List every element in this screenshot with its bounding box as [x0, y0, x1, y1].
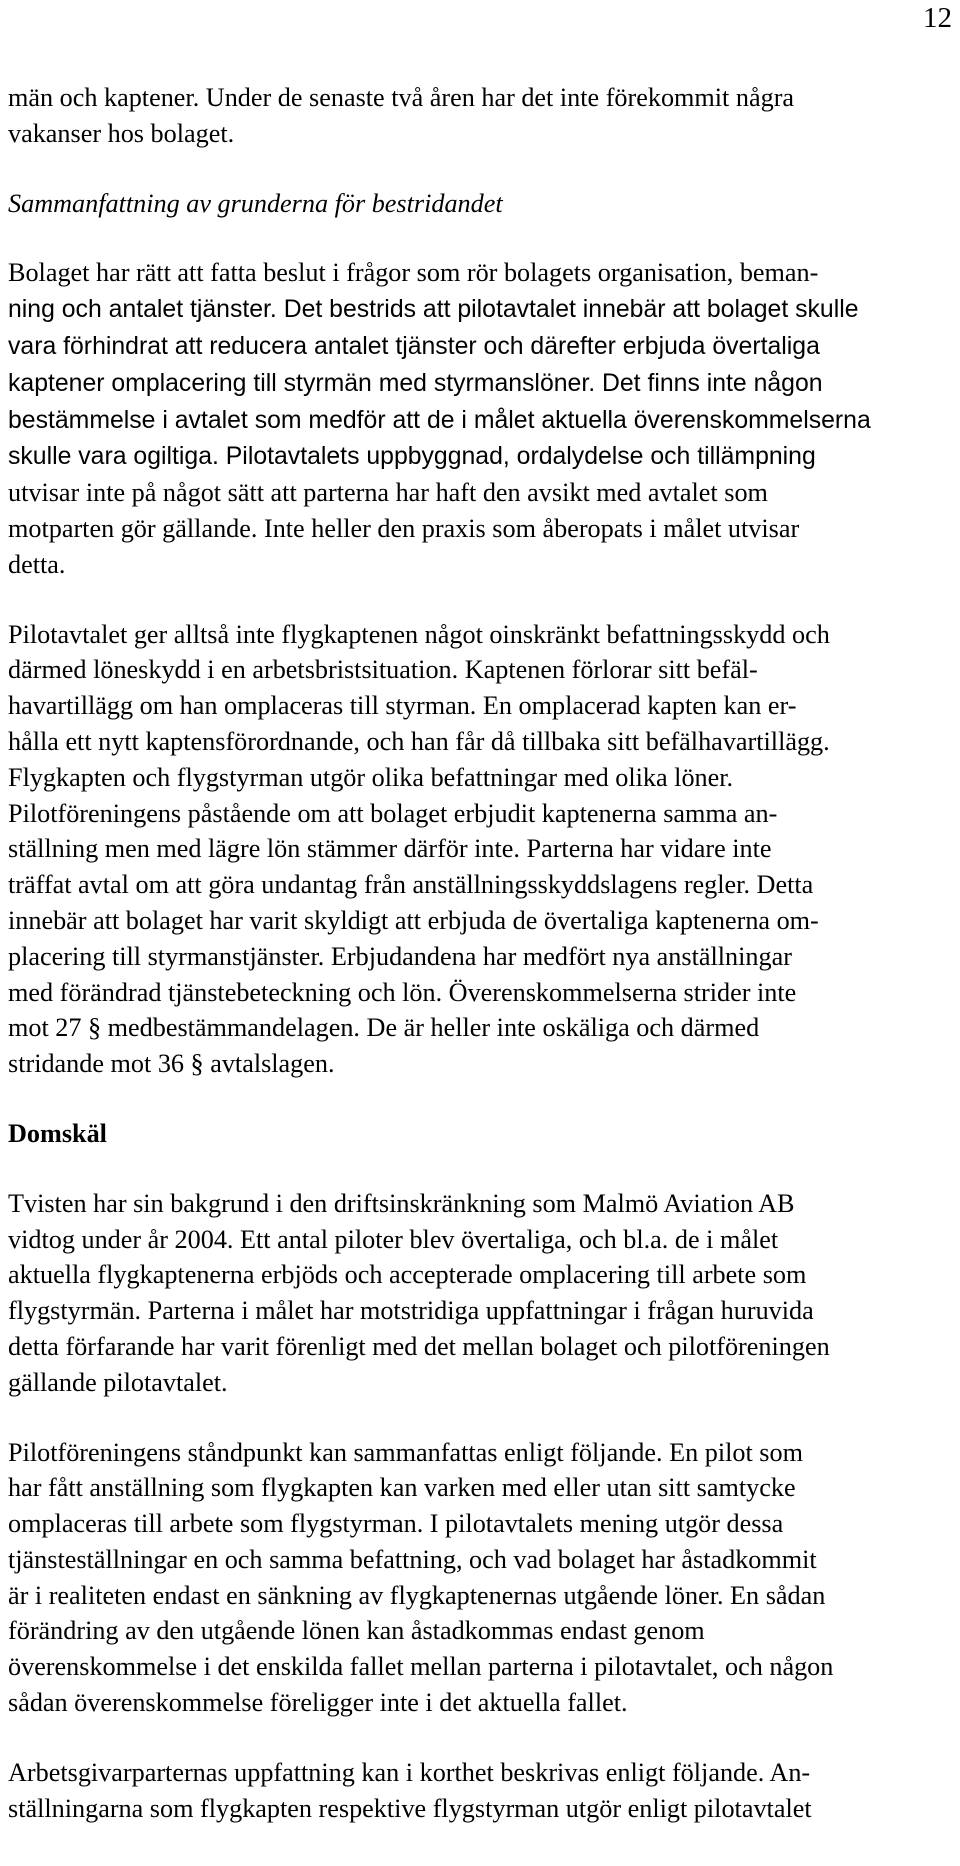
paragraph-company-rights: [8, 255, 958, 582]
text-line: flygstyrmän. Parterna i målet har motstridiga uppfattningar i frågan huruvida: [8, 1296, 814, 1326]
text-line: Pilotföreningens ståndpunkt kan sammanfattas enligt följande. En pilot som: [8, 1437, 803, 1467]
text-line: hålla ett nytt kaptensförordnande, och han får då tillbaka sitt befälhavartillägg.: [8, 726, 830, 756]
text-line: gällande pilotavtalet.: [8, 1367, 228, 1397]
text-line: tjänsteställningar en och samma befattning, och vad bolaget har åstadkommit: [8, 1544, 817, 1574]
document-body: [8, 80, 958, 1826]
text-line: ställningarna som flygkapten respektive flygstyrman utgör enligt pilotavtalet: [8, 1793, 812, 1823]
text-line: placering till styrmanstjänster. Erbjudandena har medfört nya anställningar: [8, 941, 792, 971]
text-line: är i realiteten endast en sänkning av flygkaptenernas utgående löner. En sådan: [8, 1580, 826, 1610]
text-line: Tvisten har sin bakgrund i den driftsinskränkning som Malmö Aviation AB: [8, 1188, 795, 1218]
text-line: sådan överenskommelse föreligger inte i det aktuella fallet.: [8, 1688, 628, 1718]
text-line: har fått anställning som flygkapten kan varken med eller utan sitt samtycke: [8, 1473, 796, 1503]
text-line: Pilotavtalet ger alltså inte flygkaptenen något oinskränkt befattningsskydd och: [8, 619, 830, 649]
text-line: utvisar inte på något sätt att parterna har haft den avsikt med avtalet som: [8, 478, 768, 508]
text-line: förändring av den utgående lönen kan åstadkommas endast genom: [8, 1616, 705, 1646]
paragraph-continuation: [8, 80, 958, 152]
text-line: aktuella flygkaptenerna erbjöds och accepterade omplacering till arbete som: [8, 1260, 807, 1290]
text-line: överenskommelse i det enskilda fallet mellan parterna i pilotavtalet, och någon: [8, 1652, 834, 1682]
text-line: ställning men med lägre lön stämmer därför inte. Parterna har vidare inte: [8, 834, 772, 864]
text-line: stridande mot 36 § avtalslagen.: [8, 1049, 335, 1079]
text-line: bestämmelse i avtalet som medför att de i målet aktuella överenskommelserna: [8, 406, 871, 434]
section-heading-summary: Sammanfattning av grunderna för bestridandet: [8, 188, 503, 218]
page-number: 12: [923, 2, 952, 34]
section-heading-domskal: Domskäl: [8, 1118, 107, 1148]
text-line: vakanser hos bolaget.: [8, 118, 235, 148]
paragraph-employer-position: [8, 1755, 958, 1827]
paragraph-dispute-background: [8, 1186, 958, 1401]
paragraph-union-position: [8, 1435, 958, 1721]
text-line: Arbetsgivarparternas uppfattning kan i korthet beskrivas enligt följande. An-: [8, 1757, 811, 1787]
text-line: detta förfarande har varit förenligt med det mellan bolaget och pilotföreningen: [8, 1331, 830, 1361]
text-line: kaptener omplacering till styrmän med styrmanslöner. Det finns inte någon: [8, 369, 823, 397]
text-line: detta.: [8, 549, 66, 579]
text-line: män och kaptener. Under de senaste två åren har det inte förekommit några: [8, 83, 795, 112]
text-line: skulle vara ogiltiga. Pilotavtalets uppbyggnad, ordalydelse och tillämpning: [8, 443, 816, 471]
text-line: Flygkapten och flygstyrman utgör olika befattningar med olika löner.: [8, 762, 734, 792]
text-line: med förändrad tjänstebeteckning och lön. Överenskommelserna strider inte: [8, 977, 797, 1007]
text-line: mot 27 § medbestämmandelagen. De är heller inte oskäliga och därmed: [8, 1013, 760, 1043]
text-line: innebär att bolaget har varit skyldigt att erbjuda de övertaliga kaptenerna om-: [8, 905, 819, 935]
text-line: Bolaget har rätt att fatta beslut i frågor som rör bolagets organisation, beman-: [8, 258, 819, 288]
text-line: träffat avtal om att göra undantag från anställningsskyddslagens regler. Detta: [8, 870, 814, 900]
paragraph-pilot-agreement: [8, 617, 958, 1082]
text-line: vidtog under år 2004. Ett antal piloter blev övertaliga, och bl.a. de i målet: [8, 1224, 779, 1254]
text-line: motparten gör gällande. Inte heller den praxis som åberopats i målet utvisar: [8, 513, 800, 543]
text-line: därmed löneskydd i en arbetsbristsituation. Kaptenen förlorar sitt befäl-: [8, 655, 758, 685]
text-line: Pilotföreningens påstående om att bolaget erbjudit kaptenerna samma an-: [8, 798, 778, 828]
text-line: vara förhindrat att reducera antalet tjänster och därefter erbjuda övertaliga: [8, 332, 820, 360]
text-line: havartillägg om han omplaceras till styrman. En omplacerad kapten kan er-: [8, 691, 797, 721]
text-line: ning och antalet tjänster. Det bestrids att pilotavtalet innebär att bolaget skulle: [8, 296, 859, 324]
text-line: omplaceras till arbete som flygstyrman. I pilotavtalets mening utgör dessa: [8, 1509, 784, 1539]
